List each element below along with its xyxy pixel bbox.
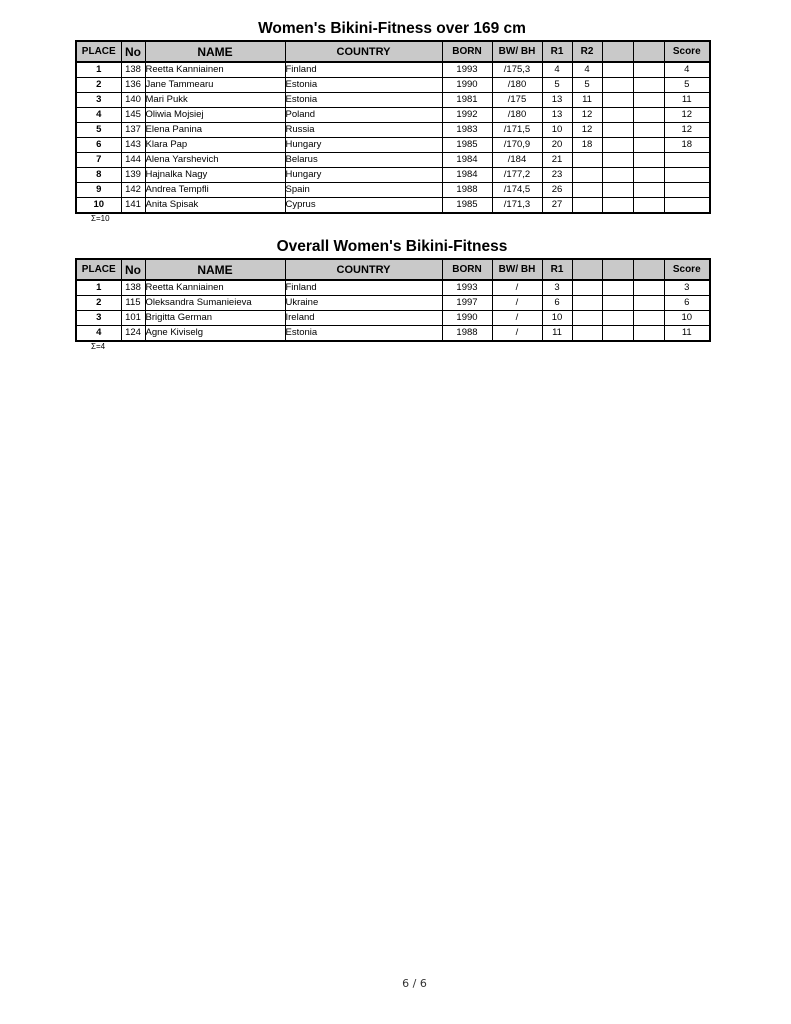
header-row	[76, 259, 710, 280]
cell-r1: 11	[542, 326, 572, 342]
cell-score: 11	[664, 326, 710, 342]
table-row	[76, 78, 710, 93]
cell-place: 4	[76, 108, 121, 123]
cell-r1: 13	[542, 93, 572, 108]
cell-no: 141	[121, 198, 145, 214]
cell-place: 4	[76, 326, 121, 342]
cell-empty	[602, 280, 633, 296]
header-empty	[602, 259, 633, 280]
cell-r1: 3	[542, 280, 572, 296]
cell-born: 1985	[442, 198, 492, 214]
cell-no: 101	[121, 311, 145, 326]
cell-r2	[572, 198, 602, 214]
cell-empty	[602, 326, 633, 342]
cell-empty	[602, 93, 633, 108]
cell-empty	[633, 153, 664, 168]
cell-r2: 12	[572, 123, 602, 138]
cell-place: 3	[76, 311, 121, 326]
header-row	[76, 41, 710, 62]
cell-empty	[602, 198, 633, 214]
cell-empty	[572, 311, 602, 326]
cell-bw-bh: /174,5	[492, 183, 542, 198]
header-empty	[602, 41, 633, 62]
cell-empty	[602, 153, 633, 168]
table-row	[76, 183, 710, 198]
table-row	[76, 326, 710, 342]
cell-empty	[633, 280, 664, 296]
cell-no: 137	[121, 123, 145, 138]
cell-r2: 11	[572, 93, 602, 108]
cell-score: 18	[664, 138, 710, 153]
cell-bw-bh: /180	[492, 108, 542, 123]
cell-born: 1990	[442, 311, 492, 326]
cell-r1: 10	[542, 311, 572, 326]
cell-r2	[572, 168, 602, 183]
cell-no: 143	[121, 138, 145, 153]
cell-r2	[572, 153, 602, 168]
header-no: No	[121, 41, 145, 62]
header-country: COUNTRY	[285, 41, 442, 62]
cell-no: 115	[121, 296, 145, 311]
table-row	[76, 311, 710, 326]
cell-score: 12	[664, 108, 710, 123]
cell-country: Finland	[285, 62, 442, 78]
cell-bw-bh: /	[492, 326, 542, 342]
cell-empty	[602, 168, 633, 183]
cell-empty	[602, 123, 633, 138]
cell-name: Agne Kiviselg	[145, 326, 285, 342]
cell-born: 1988	[442, 326, 492, 342]
cell-no: 140	[121, 93, 145, 108]
cell-place: 6	[76, 138, 121, 153]
cell-name: Reetta Kanniainen	[145, 62, 285, 78]
cell-name: Elena Panina	[145, 123, 285, 138]
cell-name: Anita Spisak	[145, 198, 285, 214]
sigma-count: Σ=10	[91, 214, 110, 223]
header-score: Score	[664, 41, 710, 62]
cell-empty	[602, 62, 633, 78]
cell-place: 2	[76, 296, 121, 311]
cell-no: 136	[121, 78, 145, 93]
cell-no: 124	[121, 326, 145, 342]
cell-name: Andrea Tempfli	[145, 183, 285, 198]
table-row	[76, 93, 710, 108]
section-title: Women's Bikini-Fitness over 169 cm	[258, 20, 526, 37]
results-section-over-169	[75, 20, 709, 224]
cell-score: 3	[664, 280, 710, 296]
cell-country: Spain	[285, 183, 442, 198]
header-country: COUNTRY	[285, 259, 442, 280]
cell-r1: 4	[542, 62, 572, 78]
cell-name: Alena Yarshevich	[145, 153, 285, 168]
header-born: BORN	[442, 259, 492, 280]
cell-no: 138	[121, 280, 145, 296]
cell-country: Hungary	[285, 168, 442, 183]
cell-name: Jane Tammearu	[145, 78, 285, 93]
cell-born: 1984	[442, 153, 492, 168]
cell-country: Estonia	[285, 93, 442, 108]
cell-empty	[602, 311, 633, 326]
section-title: Overall Women's Bikini-Fitness	[276, 238, 508, 255]
cell-place: 1	[76, 62, 121, 78]
table-row	[76, 153, 710, 168]
cell-empty	[633, 78, 664, 93]
header-r1: R1	[542, 259, 572, 280]
cell-bw-bh: /175	[492, 93, 542, 108]
cell-empty	[572, 326, 602, 342]
cell-score: 5	[664, 78, 710, 93]
header-bw: BW/ BH	[492, 41, 542, 62]
table-row	[76, 123, 710, 138]
cell-empty	[633, 168, 664, 183]
cell-r1: 21	[542, 153, 572, 168]
cell-place: 3	[76, 93, 121, 108]
cell-bw-bh: /177,2	[492, 168, 542, 183]
cell-r1: 6	[542, 296, 572, 311]
cell-empty	[633, 123, 664, 138]
results-table	[75, 258, 711, 342]
header-born: BORN	[442, 41, 492, 62]
cell-score: 10	[664, 311, 710, 326]
cell-score: 6	[664, 296, 710, 311]
header-r2: R2	[572, 41, 602, 62]
cell-empty	[572, 280, 602, 296]
header-empty	[633, 259, 664, 280]
cell-score: 12	[664, 123, 710, 138]
table-row	[76, 168, 710, 183]
cell-country: Poland	[285, 108, 442, 123]
cell-empty	[633, 62, 664, 78]
cell-bw-bh: /171,3	[492, 198, 542, 214]
cell-place: 5	[76, 123, 121, 138]
cell-r1: 10	[542, 123, 572, 138]
cell-empty	[572, 296, 602, 311]
cell-born: 1993	[442, 62, 492, 78]
cell-bw-bh: /	[492, 311, 542, 326]
cell-name: Oliwia Mojsiej	[145, 108, 285, 123]
table-row	[76, 108, 710, 123]
cell-empty	[602, 108, 633, 123]
cell-score	[664, 168, 710, 183]
cell-empty	[602, 138, 633, 153]
cell-r2: 5	[572, 78, 602, 93]
cell-r2: 12	[572, 108, 602, 123]
cell-country: Russia	[285, 123, 442, 138]
results-section-overall	[75, 238, 709, 352]
cell-score: 11	[664, 93, 710, 108]
cell-country: Cyprus	[285, 198, 442, 214]
cell-country: Ukraine	[285, 296, 442, 311]
cell-r2: 4	[572, 62, 602, 78]
cell-empty	[633, 183, 664, 198]
cell-born: 1983	[442, 123, 492, 138]
cell-name: Mari Pukk	[145, 93, 285, 108]
cell-name: Klara Pap	[145, 138, 285, 153]
cell-name: Oleksandra Sumanieieva	[145, 296, 285, 311]
cell-score: 4	[664, 62, 710, 78]
cell-r1: 5	[542, 78, 572, 93]
cell-empty	[633, 198, 664, 214]
cell-place: 8	[76, 168, 121, 183]
header-score: Score	[664, 259, 710, 280]
cell-no: 138	[121, 62, 145, 78]
cell-score	[664, 153, 710, 168]
cell-country: Finland	[285, 280, 442, 296]
header-empty	[572, 259, 602, 280]
cell-score	[664, 183, 710, 198]
header-r1: R1	[542, 41, 572, 62]
sigma-count: Σ=4	[91, 342, 106, 351]
header-empty	[633, 41, 664, 62]
cell-country: Belarus	[285, 153, 442, 168]
header-bw: BW/ BH	[492, 259, 542, 280]
table-row	[76, 280, 710, 296]
cell-empty	[633, 108, 664, 123]
cell-bw-bh: /	[492, 296, 542, 311]
cell-born: 1981	[442, 93, 492, 108]
cell-born: 1988	[442, 183, 492, 198]
cell-place: 2	[76, 78, 121, 93]
table-row	[76, 138, 710, 153]
cell-born: 1992	[442, 108, 492, 123]
cell-empty	[602, 78, 633, 93]
cell-name: Reetta Kanniainen	[145, 280, 285, 296]
header-place: PLACE	[76, 259, 121, 280]
cell-r1: 26	[542, 183, 572, 198]
cell-bw-bh: /180	[492, 78, 542, 93]
cell-place: 9	[76, 183, 121, 198]
table-row	[76, 296, 710, 311]
cell-r1: 13	[542, 108, 572, 123]
cell-empty	[633, 138, 664, 153]
cell-r1: 20	[542, 138, 572, 153]
cell-score	[664, 198, 710, 214]
cell-empty	[633, 311, 664, 326]
cell-empty	[602, 183, 633, 198]
cell-name: Hajnalka Nagy	[145, 168, 285, 183]
cell-country: Estonia	[285, 326, 442, 342]
table-row	[76, 198, 710, 214]
cell-country: Hungary	[285, 138, 442, 153]
cell-bw-bh: /175,3	[492, 62, 542, 78]
cell-no: 139	[121, 168, 145, 183]
table-row	[76, 62, 710, 78]
cell-r2: 18	[572, 138, 602, 153]
cell-bw-bh: /	[492, 280, 542, 296]
cell-bw-bh: /184	[492, 153, 542, 168]
cell-born: 1985	[442, 138, 492, 153]
header-name: NAME	[145, 41, 285, 62]
cell-no: 144	[121, 153, 145, 168]
cell-bw-bh: /170,9	[492, 138, 542, 153]
header-place: PLACE	[76, 41, 121, 62]
results-table	[75, 40, 711, 214]
header-no: No	[121, 259, 145, 280]
page-number: 6 / 6	[402, 977, 427, 990]
cell-born: 1997	[442, 296, 492, 311]
cell-born: 1993	[442, 280, 492, 296]
cell-bw-bh: /171,5	[492, 123, 542, 138]
cell-empty	[633, 93, 664, 108]
cell-empty	[633, 326, 664, 342]
cell-place: 10	[76, 198, 121, 214]
cell-born: 1984	[442, 168, 492, 183]
cell-country: Ireland	[285, 311, 442, 326]
cell-empty	[633, 296, 664, 311]
cell-born: 1990	[442, 78, 492, 93]
cell-no: 145	[121, 108, 145, 123]
cell-empty	[602, 296, 633, 311]
cell-r1: 23	[542, 168, 572, 183]
cell-place: 7	[76, 153, 121, 168]
header-name: NAME	[145, 259, 285, 280]
cell-r2	[572, 183, 602, 198]
cell-r1: 27	[542, 198, 572, 214]
cell-name: Brigitta German	[145, 311, 285, 326]
cell-place: 1	[76, 280, 121, 296]
cell-country: Estonia	[285, 78, 442, 93]
cell-no: 142	[121, 183, 145, 198]
